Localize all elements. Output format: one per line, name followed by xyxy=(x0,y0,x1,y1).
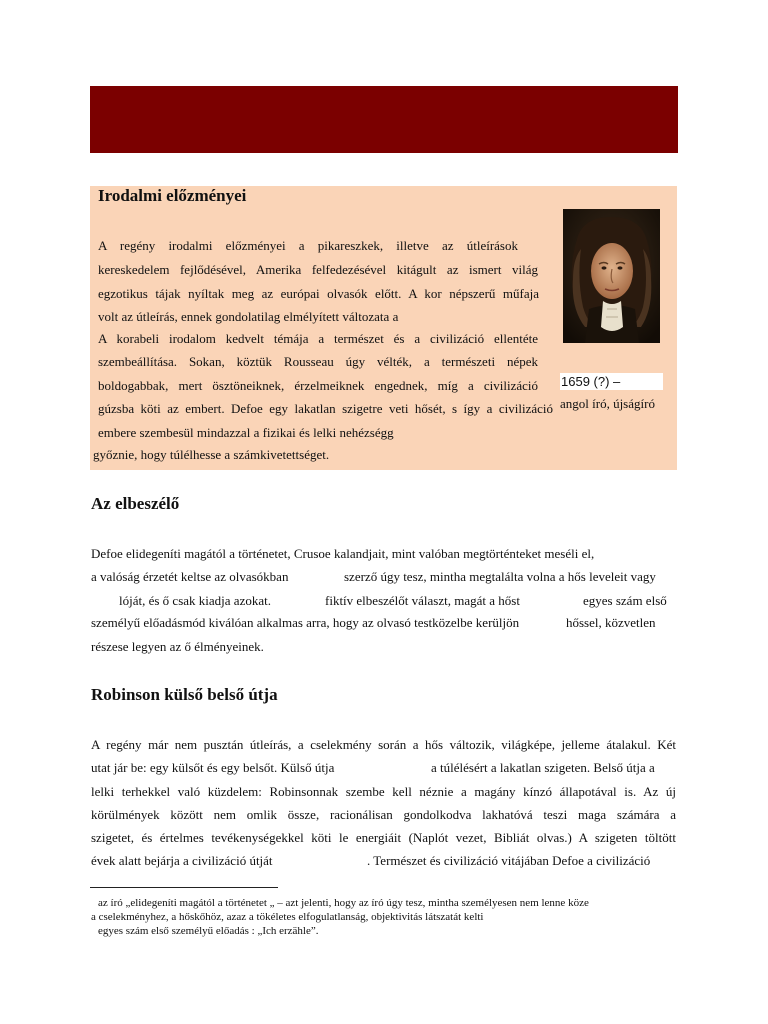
box-heading: Irodalmi előzményei xyxy=(98,186,247,205)
portrait-image xyxy=(563,209,660,343)
body-line: lelki terhekkel való küzdelem: Robinsonnak szembe kell néznie a magány kínzó állapotával is. Az új xyxy=(91,784,676,799)
body-line: részese legyen az ő élményeinek. xyxy=(91,639,264,654)
body-line: hőssel, közvetlen xyxy=(566,615,656,630)
box-line: A regény irodalmi előzményei a pikareszkek, illetve az útleírások xyxy=(98,238,518,253)
box-line: A korabeli irodalom kedvelt témája a természet és a civilizáció ellentéte xyxy=(98,331,538,346)
footnote-line: az író „elidegeníti magától a történetet „ – azt jelenti, hogy az író úgy tesz, mintha személyesen nem lenne köze xyxy=(98,897,589,909)
author-portrait xyxy=(563,209,660,343)
body-line: Defoe elidegeníti magától a történetet, Crusoe kalandjait, mint valóban megtörténteket meséli el, xyxy=(91,546,595,561)
box-line: embere szembesül mindazzal a fizikai és lelki nehézségg xyxy=(98,425,394,440)
body-line: . Természet és civilizáció vitájában Defoe a civilizáció xyxy=(367,853,651,868)
box-line: volt az útleírás, ennek gondolatilag elmélyített változata a xyxy=(98,309,399,324)
section-heading-narrator: Az elbeszélő xyxy=(91,494,180,513)
box-line: boldogabbak, mert ösztöneiknek, érzelmeiknek engednek, míg a civilizáció xyxy=(98,378,538,393)
body-line: személyű előadásmód kiválóan alkalmas arra, hogy az olvasó testközelbe kerüljön xyxy=(91,615,520,630)
footnote-line: egyes szám első személyű előadás : „Ich erzähle”. xyxy=(98,925,319,937)
body-line: A regény már nem pusztán útleírás, a cselekmény során a hős változik, világképe, jelleme átalakul. Két xyxy=(91,737,676,752)
header-banner xyxy=(90,86,678,153)
body-line: lóját, és ő csak kiadja azokat. xyxy=(119,593,271,608)
body-line: szigetet, és értelmes tevékenységekkel köti le energiáit (Naplót vezet, Bibliát olvas.) A szigeten töltött xyxy=(91,830,676,845)
body-line: fiktív elbeszélőt választ, magát a hőst xyxy=(325,593,520,608)
body-line: körülmények között nem omlik össze, racionálisan gondolkodva lakhatóvá teszi maga számára a xyxy=(91,807,676,822)
author-dates: 1659 (?) – xyxy=(560,373,663,390)
box-line: szembeállítása. Sokan, köztük Rousseau úgy vélték, a természeti népek xyxy=(98,354,538,369)
author-role: angol író, újságíró xyxy=(560,396,655,411)
box-line: győznie, hogy túlélhesse a számkivetettséget. xyxy=(93,447,330,462)
box-line: gúzsba köti az embert. Defoe egy lakatlan szigetre veti hősét, s így a civilizáció xyxy=(98,401,553,416)
body-line: egyes szám első xyxy=(583,593,667,608)
footnote-line: a cselekményhez, a hőskőhöz, azaz a tökéletes elfogulatlanság, objektivitás látszatát kelti xyxy=(91,911,484,923)
body-line: a túlélésért a lakatlan szigeten. Belső útja a xyxy=(431,760,655,775)
body-line: évek alatt bejárja a civilizáció útját xyxy=(91,853,273,868)
box-line: kereskedelem fejlődésével, Amerika felfedezésével kitágult az ismert világ xyxy=(98,262,538,277)
body-line: utat jár be: egy külsőt és egy belsőt. Külső útja xyxy=(91,760,335,775)
section-heading-journey: Robinson külső belső útja xyxy=(91,685,278,704)
body-line: a valóság érzetét keltse az olvasókban xyxy=(91,569,289,584)
box-line: egzotikus tájak nyíltak meg az európai olvasók előtt. A kor népszerű műfaja xyxy=(98,286,539,301)
body-line: szerző úgy tesz, mintha megtalálta volna a hős leveleit vagy xyxy=(344,569,656,584)
footnote-rule xyxy=(90,887,278,888)
